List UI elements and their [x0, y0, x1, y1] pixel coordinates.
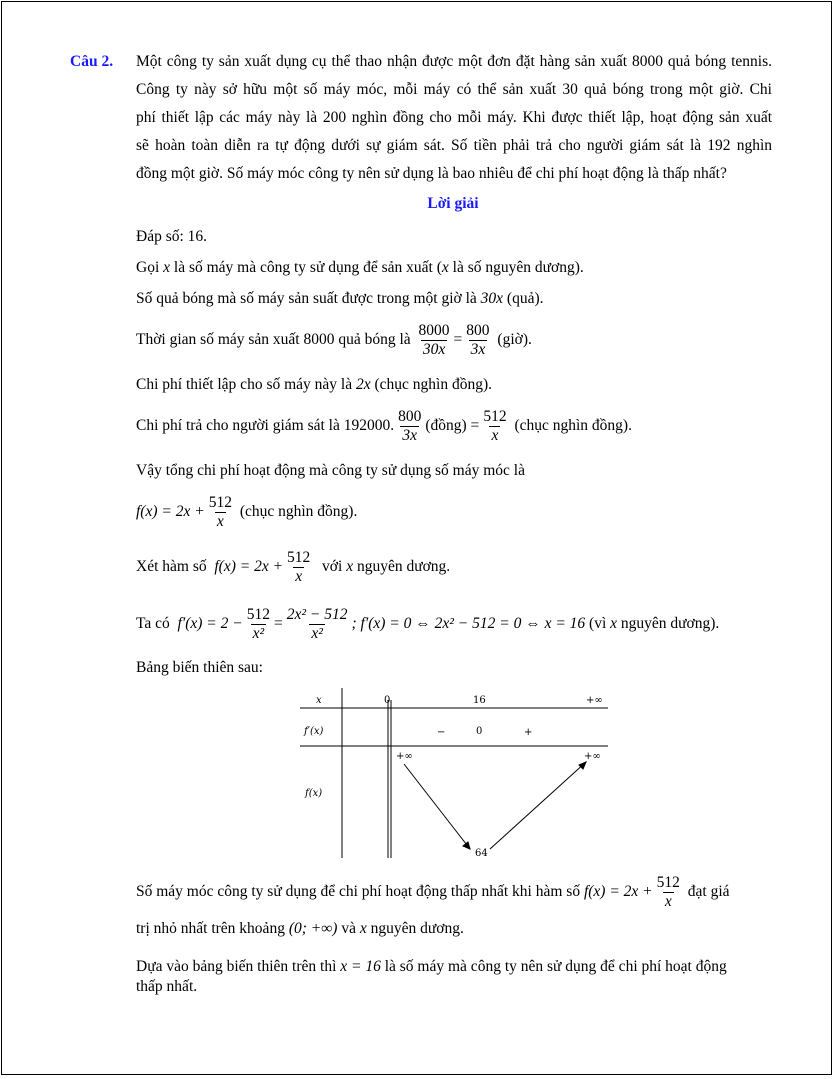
arrow-decreasing-head — [463, 842, 470, 849]
arrow-increasing — [490, 762, 586, 849]
solution-line-2: Số quả bóng mà số máy sản suất được trong một giờ là 30x (quả). — [136, 290, 544, 307]
table-sign-minus: − — [437, 727, 446, 738]
fraction-poly-x2: $\frac{\text{2x² − 512}}{\text{x²}}$ — [286, 605, 348, 642]
question-line-4: sẽ hoàn toàn diễn ra tự động dưới sự giám sát. Số tiền phải trả cho người giám sát là 192 nghìn — [136, 137, 772, 154]
solution-line-10: Bảng biến thiên sau: — [136, 659, 263, 676]
table-label-fprime: f′(x) — [304, 726, 324, 737]
fraction-512-x-c: $\frac{512}{x}$ — [287, 548, 311, 585]
fraction-8000-30x: $\frac{8000}{30x}$ — [418, 321, 450, 358]
table-label-x: x — [316, 695, 322, 706]
question-line-3: phí thiết lập các máy này là 200 nghìn đồng cho mỗi máy. Khi được thiết lập, hoạt động sản xuất — [136, 109, 772, 126]
variation-table — [290, 686, 620, 862]
fraction-512-x2: $\frac{512}{\text{x²}}$ — [246, 605, 270, 642]
solution-line-11: Số máy móc công ty sử dụng để chi phí hoạt động thấp nhất khi hàm số f(x) = 2x + $\frac{512}{x}$ đạt giá — [136, 873, 730, 910]
table-sign-zero: 0 — [476, 726, 483, 737]
fraction-512-x-b: $\frac{512}{x}$ — [208, 493, 232, 530]
arrow-decreasing — [404, 764, 470, 849]
table-x-sixteen: 16 — [473, 695, 486, 706]
solution-line-4: Chi phí thiết lập cho số máy này là 2x (chục nghìn đồng). — [136, 376, 493, 393]
solution-line-3: Thời gian số máy sản xuất 8000 quả bóng là $\frac{8000}{30x}$ = $\frac{800}{3x}$ (giờ). — [136, 321, 532, 358]
solution-line-1: Gọi x là số máy mà công ty sử dụng để sản xuất (x là số nguyên dương). — [136, 259, 584, 276]
solution-line-12: trị nhỏ nhất trên khoảng (0; +∞) và x nguyên dương. — [136, 920, 464, 937]
solution-line-9: Ta có f′(x) = 2 − $\frac{512}{\text{x²}}$ = $\frac{\text{2x² − 512}}{\text{x²}}$ ; f′(x) = 0 ⇔ 2x² − 512 = 0 ⇔ x = 16 (vì x nguyên dương). — [136, 605, 720, 642]
table-label-f: f(x) — [305, 788, 323, 799]
fraction-800-3x-b: $\frac{800}{3x}$ — [398, 407, 422, 444]
question-line-1: Một công ty sản xuất dụng cụ thể thao nhận được một đơn đặt hàng sản xuất 8000 quả bóng tennis. — [136, 53, 772, 70]
solution-line-5: Chi phí trả cho người giám sát là 192000. $\frac{800}{3x}$ (đồng) = $\frac{512}{x}$ (chục nghìn đồng). — [136, 407, 632, 444]
solution-line-13: Dựa vào bảng biến thiên trên thì x = 16 là số máy mà công ty nên sử dụng để chi phí hoạt động — [136, 958, 727, 975]
table-f-right-infinity: +∞ — [584, 751, 601, 762]
fraction-512-x: $\frac{512}{x}$ — [483, 407, 507, 444]
table-x-zero: 0 — [384, 695, 391, 706]
table-f-minimum: 64 — [475, 848, 488, 859]
solution-line-6: Vậy tổng chi phí hoạt động mà công ty sử dụng số máy móc là — [136, 462, 525, 479]
answer-line: Đáp số: 16. — [136, 228, 208, 245]
solution-line-7: f(x) = 2x + $\frac{512}{x}$ (chục nghìn đồng). — [136, 493, 358, 530]
table-f-left-infinity: +∞ — [396, 751, 413, 762]
page-border — [1, 1, 832, 1075]
solution-line-14: thấp nhất. — [136, 978, 198, 995]
table-sign-plus: + — [524, 727, 533, 738]
solution-heading: Lời giải — [427, 195, 479, 212]
question-label: Câu 2. — [70, 53, 114, 70]
fraction-800-3x: $\frac{800}{3x}$ — [466, 321, 490, 358]
question-line-2: Công ty này sở hữu một số máy móc, mỗi máy có thể sản xuất 30 quả bóng trong một giờ. Chi — [136, 81, 772, 98]
solution-line-8: Xét hàm số f(x) = 2x + $\frac{512}{x}$ với x nguyên dương. — [136, 548, 451, 585]
table-x-infinity: +∞ — [586, 695, 603, 706]
fraction-512-x-d: $\frac{512}{x}$ — [656, 873, 680, 910]
question-line-5: đồng một giờ. Số máy móc công ty nên sử dụng là bao nhiêu để chi phí hoạt động là thấp nhất? — [136, 165, 727, 182]
